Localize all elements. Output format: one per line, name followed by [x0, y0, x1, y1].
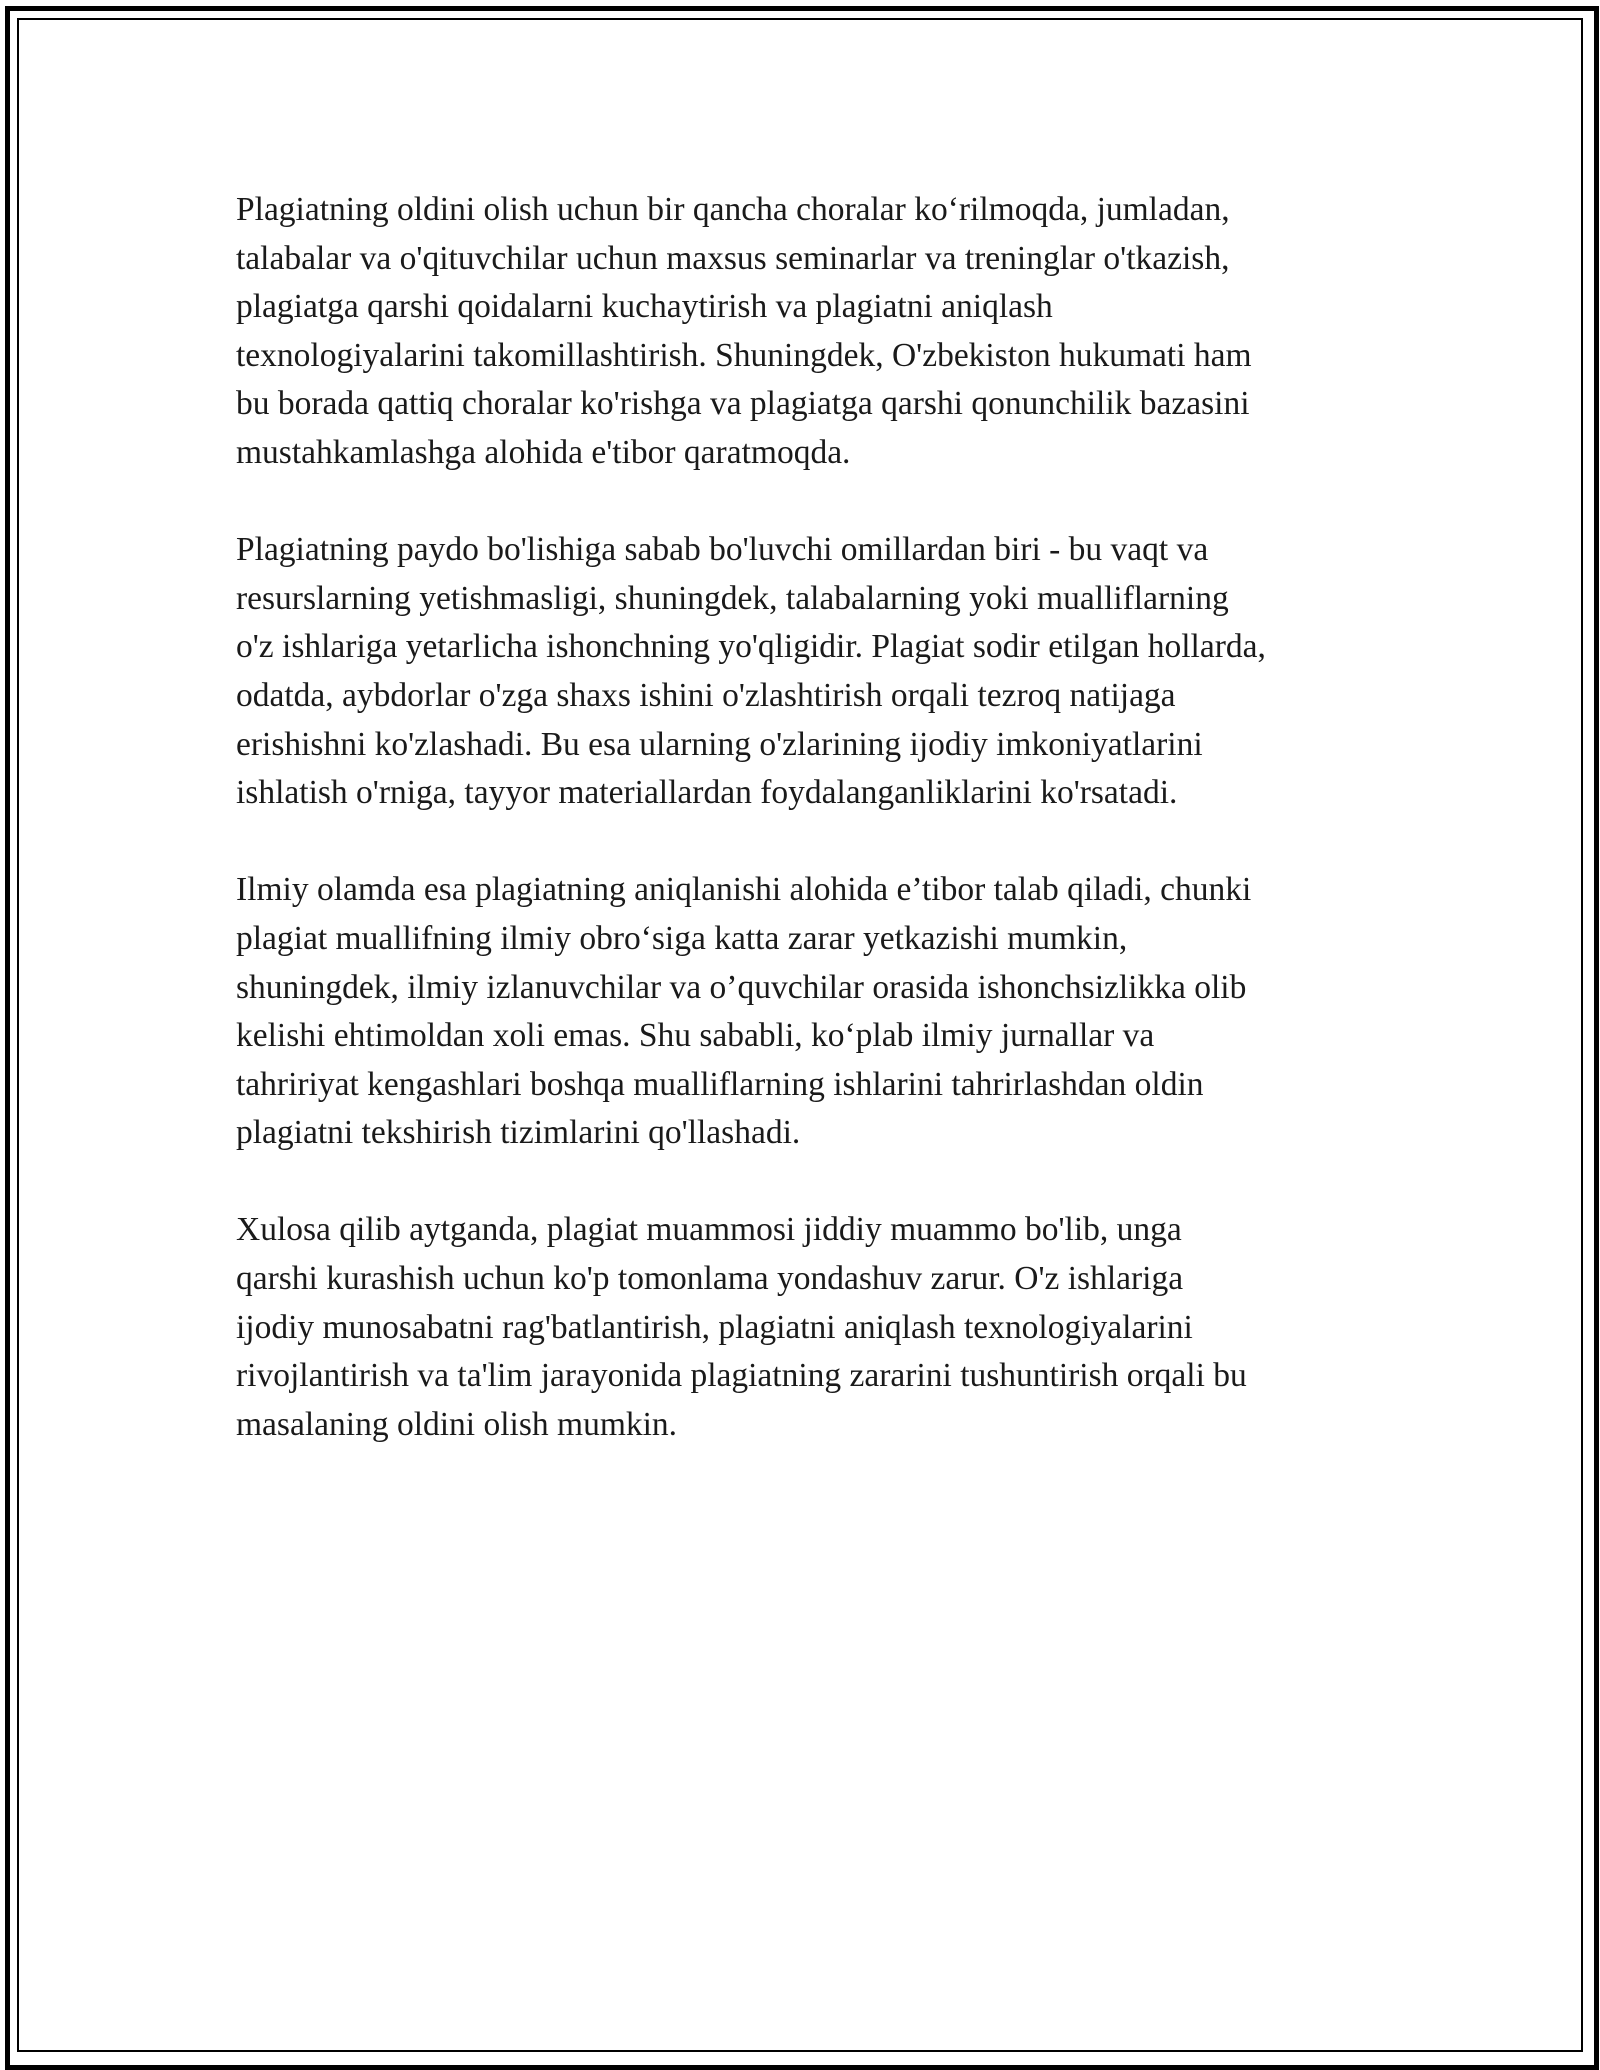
text-line: plagiatni tekshirish tizimlarini qo'llashadi. — [236, 1114, 801, 1152]
text-line: tahririyat kengashlari boshqa mualliflarning ishlarini tahrirlashdan oldin — [236, 1065, 1204, 1103]
text-line: plagiat muallifning ilmiy obro‘siga katta zarar yetkazishi mumkin, — [236, 919, 1128, 957]
text-line: kelishi ehtimoldan xoli emas. Shu sababli, ko‘plab ilmiy jurnallar va — [236, 1017, 1155, 1055]
paragraph-1 — [236, 186, 1396, 478]
text-line: plagiatga qarshi qoidalarni kuchaytirish va plagiatni aniqlash — [236, 288, 1053, 326]
text-line: Ilmiy olamda esa plagiatning aniqlanishi alohida e’tibor talab qiladi, chunki — [236, 871, 1252, 909]
text-line: talabalar va o'qituvchilar uchun maxsus seminarlar va treninglar o'tkazish, — [236, 239, 1230, 277]
text-line: bu borada qattiq choralar ko'rishga va plagiatga qarshi qonunchilik bazasini — [236, 385, 1250, 423]
paragraph-4 — [236, 1206, 1396, 1449]
text-line: qarshi kurashish uchun ko'p tomonlama yondashuv zarur. O'z ishlariga — [236, 1260, 1184, 1298]
text-line: o'z ishlariga yetarlicha ishonchning yo'qligidir. Plagiat sodir etilgan hollarda, — [236, 628, 1266, 666]
text-line: masalaning oldini olish mumkin. — [236, 1405, 678, 1443]
paragraph-2 — [236, 526, 1396, 818]
text-line: ishlatish o'rniga, tayyor materiallardan foydalanganliklarini ko'rsatadi. — [236, 774, 1178, 812]
text-line: ijodiy munosabatni rag'batlantirish, plagiatni aniqlash texnologiyalarini — [236, 1308, 1193, 1346]
text-line: texnologiyalarini takomillashtirish. Shuningdek, O'zbekiston hukumati ham — [236, 336, 1252, 374]
text-line: rivojlantirish va ta'lim jarayonida plagiatning zararini tushuntirish orqali bu — [236, 1357, 1247, 1395]
paragraph-3 — [236, 866, 1396, 1158]
text-line: Plagiatning oldini olish uchun bir qancha choralar ko‘rilmoqda, jumladan, — [236, 191, 1230, 228]
document-body — [236, 186, 1396, 1498]
text-line: resurslarning yetishmasligi, shuningdek, talabalarning yoki mualliflarning — [236, 579, 1229, 617]
text-line: Plagiatning paydo bo'lishiga sabab bo'luvchi omillardan biri - bu vaqt va — [236, 531, 1209, 569]
text-line: erishishni ko'zlashadi. Bu esa ularning o'zlarining ijodiy imkoniyatlarini — [236, 725, 1203, 763]
text-line: Xulosa qilib aytganda, plagiat muammosi jiddiy muammo bo'lib, unga — [236, 1211, 1182, 1249]
text-line: shuningdek, ilmiy izlanuvchilar va o’quvchilar orasida ishonchsizlikka olib — [236, 968, 1247, 1006]
text-line: odatda, aybdorlar o'zga shaxs ishini o'zlashtirish orqali tezroq natijaga — [236, 676, 1176, 714]
text-line: mustahkamlashga alohida e'tibor qaratmoqda. — [236, 433, 851, 471]
